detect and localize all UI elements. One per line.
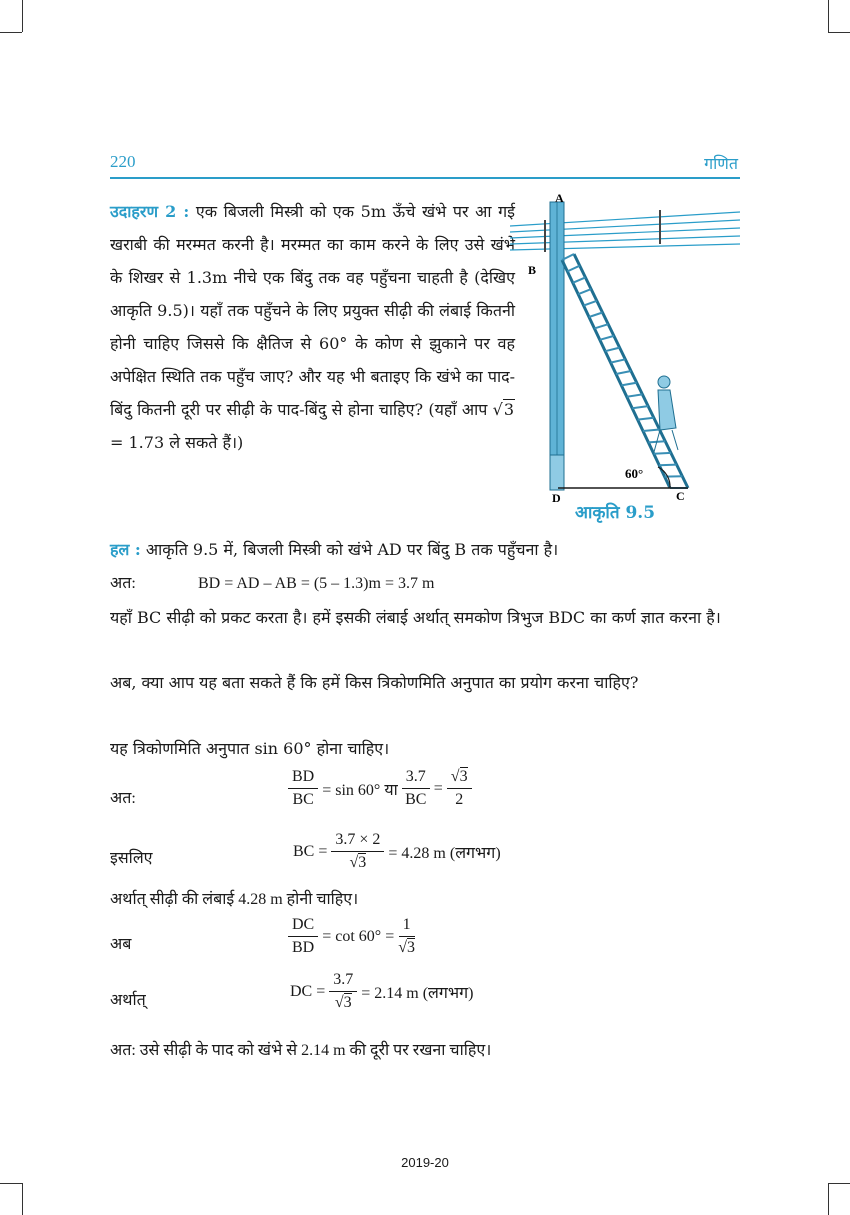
ladder-rung xyxy=(654,453,671,454)
sqrt-symbol: √3 xyxy=(492,400,514,419)
ladder-rung xyxy=(643,430,660,432)
ladder-rung xyxy=(567,266,579,272)
ladder-rung xyxy=(638,418,654,420)
sqrt-radicand: 3 xyxy=(343,994,352,1011)
frac-numerator: BD xyxy=(288,768,318,789)
ladder-rung xyxy=(627,394,643,396)
frac-denominator: BC xyxy=(292,791,314,808)
solution-intro xyxy=(110,535,740,565)
crop-mark xyxy=(0,32,22,33)
angle-label: 60° xyxy=(625,466,644,481)
eq-middle-text: = sin 60° या xyxy=(322,781,398,799)
ladder-pole-figure xyxy=(510,190,740,530)
frac-numerator: DC xyxy=(288,916,318,937)
crop-mark xyxy=(22,1183,23,1215)
ladder-rung xyxy=(616,371,631,374)
frac-denominator: BD xyxy=(292,939,315,956)
eq-rhs: = 2.14 m (लगभग) xyxy=(361,984,474,1002)
eq1-label: अत: xyxy=(110,790,136,807)
paragraph-ratio-question: अब, क्या आप यह बता सकते हैं कि हमें किस त्रिकोणमिति अनुपात का प्रयोग करना चाहिए? xyxy=(110,673,639,692)
footer-year: 2019-20 xyxy=(401,1155,449,1170)
ladder-rung xyxy=(621,383,636,386)
crop-mark xyxy=(0,1183,22,1184)
frac-numerator: 3.7 xyxy=(329,971,357,992)
paragraph-sin60: यह त्रिकोणमिति अनुपात sin 60° होना चाहिए। xyxy=(110,739,390,758)
crop-mark xyxy=(22,0,23,32)
sqrt-radicand: 3 xyxy=(358,854,367,871)
frac-denominator: BC xyxy=(405,791,427,808)
eq3-label: अब xyxy=(110,936,132,953)
equation-cot60 xyxy=(284,916,419,957)
frac-numerator: √3 xyxy=(447,768,472,789)
conclusion: अत: उसे सीढ़ी के पाद को खंभे से 2.14 m की दूरी पर रखना चाहिए। xyxy=(110,1042,492,1059)
point-b-label: B xyxy=(528,263,537,277)
frac-numerator: 1 xyxy=(399,916,415,937)
eq-middle-text: = cot 60° = xyxy=(322,927,395,945)
sqrt-radicand: 3 xyxy=(459,768,468,785)
example-label: उदाहरण 2 : xyxy=(110,202,190,221)
ladder-rung xyxy=(600,336,614,340)
eq2-label: इसलिए xyxy=(110,850,153,867)
point-d-label: D xyxy=(552,491,561,505)
pole-base xyxy=(550,455,564,490)
equation-sin60 xyxy=(284,768,476,809)
frac-numerator: 3.7 × 2 xyxy=(331,831,384,852)
example-paragraph xyxy=(110,195,515,459)
eq-lhs: DC = xyxy=(290,982,326,1000)
eq-lhs: BC = xyxy=(293,842,328,860)
header-rule xyxy=(110,177,740,179)
ladder-rung xyxy=(573,277,586,282)
hence-label: अत: xyxy=(110,575,136,592)
paragraph-ladder-length: अर्थात् सीढ़ी की लंबाई 4.28 m होनी चाहिए। xyxy=(110,891,359,908)
equation-dc xyxy=(290,971,474,1012)
solution-intro-text: आकृति 9.5 में, बिजली मिस्त्री को खंभे AD पर बिंदु B तक पहुँचना है। xyxy=(140,540,559,559)
solution-label: हल : xyxy=(110,540,141,559)
ladder-rung xyxy=(605,348,619,352)
page-number: 220 xyxy=(110,152,136,171)
figure-caption: आकृति 9.5 xyxy=(575,503,656,523)
chapter-subject: गणित xyxy=(704,154,738,173)
crop-mark xyxy=(828,32,850,33)
crop-mark xyxy=(828,1183,829,1215)
ladder-rung xyxy=(584,301,597,306)
ladder-rung xyxy=(578,289,591,294)
frac-denominator: √3 xyxy=(398,939,416,956)
sqrt-radicand: 3 xyxy=(503,400,514,419)
example-text-end: = 1.73 ले सकते हैं।) xyxy=(110,433,244,452)
eq-rhs: = 4.28 m (लगभग) xyxy=(388,844,501,862)
point-c-label: C xyxy=(676,489,685,503)
crop-mark xyxy=(828,0,829,32)
ladder-rung xyxy=(659,465,676,466)
ladder-rung xyxy=(632,406,648,408)
frac-denominator: √3 xyxy=(334,994,352,1011)
ladder-rung xyxy=(611,359,626,362)
example-text: एक बिजली मिस्त्री को एक 5m ऊँचे खंभे पर आ गई खराबी की मरम्मत करनी है। मरम्मत का काम करने के लिए उसे खंभे के शिखर से 1.3m नीचे एक बिंदु तक वह पहुँचना चाहती है (देखिए आकृति 9.5)। यहाँ तक पहुँचने के लिए प्रयुक्त सीढ़ी की लंबाई कितनी होनी चाहिए जिससे कि क्षैतिज से 60° के कोण से झुकाने पर वह अपेक्षित स्थिति तक पहुँच जाए? और यह भी बताइए कि खंभे का पाद-बिंदु कितनी दूरी पर सीढ़ी के पाद-बिंदु से होना चाहिए? (यहाँ आप xyxy=(110,202,515,419)
sqrt-radicand: 3 xyxy=(407,939,416,956)
ladder xyxy=(562,254,688,488)
equals-sign: = xyxy=(433,779,443,797)
frac-numerator: 3.7 xyxy=(402,768,430,789)
frac-denominator: √3 xyxy=(349,854,367,871)
equation-bc xyxy=(293,831,501,872)
bd-equation: BD = AD – AB = (5 – 1.3)m = 3.7 m xyxy=(198,575,435,592)
eq4-label: अर्थात् xyxy=(110,992,146,1009)
crop-mark xyxy=(828,1183,850,1184)
paragraph-bc: यहाँ BC सीढ़ी को प्रकट करता है। हमें इसकी लंबाई अर्थात् समकोण त्रिभुज BDC का कर्ण ज्ञात करना है। xyxy=(110,608,721,627)
ladder-rung xyxy=(594,324,608,328)
frac-denominator: 2 xyxy=(455,791,464,808)
ladder-rung xyxy=(589,313,603,318)
point-a-label: A xyxy=(555,191,564,205)
